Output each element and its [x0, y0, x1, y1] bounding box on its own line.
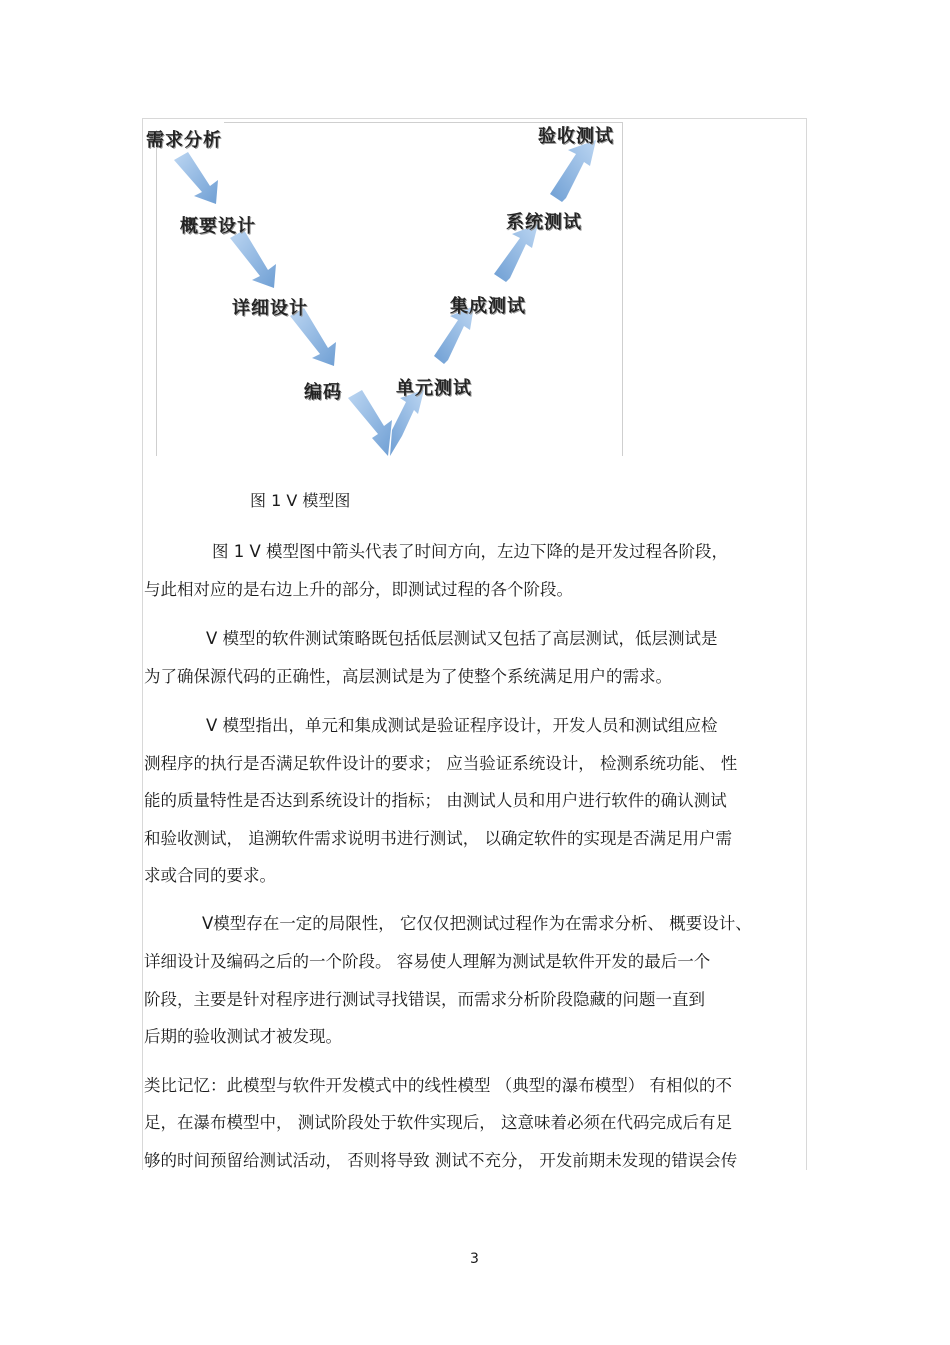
page-frame-left	[142, 118, 143, 1170]
paragraph-3	[144, 712, 806, 892]
arrow-design-to-detailed	[230, 230, 276, 288]
paragraph-line: V 模型的软件测试策略既包括低层测试又包括了高层测试，低层测试是	[206, 629, 718, 648]
paragraph-line: 图 1 V 模型图中箭头代表了时间方向，左边下降的是开发过程各阶段，	[212, 542, 729, 561]
paragraph-line: 与此相对应的是右边上升的部分，即测试过程的各个阶段。	[144, 580, 573, 599]
paragraph-line: 阶段，主要是针对程序进行测试寻找错误，而需求分析阶段隐藏的问题一直到	[144, 990, 705, 1009]
stage-requirements-analysis: 需求分析	[146, 130, 222, 151]
v-model-figure	[144, 120, 624, 458]
paragraph-line: 详细设计及编码之后的一个阶段。 容易使人理解为测试是软件开发的最后一个	[144, 952, 711, 971]
stage-detailed-design: 详细设计	[232, 298, 308, 319]
page-frame-top	[142, 118, 807, 119]
stage-unit-test: 单元测试	[396, 378, 472, 399]
stage-coding: 编码	[304, 382, 342, 403]
paragraph-line: 测程序的执行是否满足软件设计的要求； 应当验证系统设计， 检测系统功能、 性	[144, 754, 738, 773]
paragraph-line: 求或合同的要求。	[144, 866, 276, 885]
arrow-system-to-acceptance	[550, 140, 596, 202]
paragraph-line: V 模型指出，单元和集成测试是验证程序设计，开发人员和测试组应检	[206, 716, 718, 735]
paragraph-line: V模型存在一定的局限性， 它仅仅把测试过程作为在需求分析、 概要设计、	[202, 914, 752, 933]
figure-caption: 图 1 V 模型图	[250, 491, 351, 510]
stage-system-test: 系统测试	[506, 212, 582, 233]
stage-integration-test: 集成测试	[450, 296, 526, 317]
stage-high-level-design: 概要设计	[180, 216, 256, 237]
paragraph-line: 和验收测试， 追溯软件需求说明书进行测试， 以确定软件的实现是否满足用户需	[144, 829, 732, 848]
paragraph-line: 类比记忆：此模型与软件开发模式中的线性模型 （典型的瀑布模型） 有相似的不	[144, 1076, 732, 1095]
paragraph-line: 能的质量特性是否达到系统设计的指标； 由测试人员和用户进行软件的确认测试	[144, 791, 727, 810]
page-number: 3	[470, 1251, 479, 1267]
paragraph-line: 够的时间预留给测试活动， 否则将导致 测试不充分， 开发前期未发现的错误会传	[144, 1151, 738, 1170]
paragraph-1	[144, 538, 806, 608]
arrow-coding-to-bottom	[348, 390, 392, 456]
paragraph-line: 足，在瀑布模型中， 测试阶段处于软件实现后， 这意味着必须在代码完成后有足	[144, 1113, 732, 1132]
paragraph-line: 后期的验收测试才被发现。	[144, 1027, 342, 1046]
paragraph-4	[144, 910, 806, 1050]
stage-acceptance-test: 验收测试	[538, 126, 614, 147]
page-frame-right	[806, 118, 807, 1170]
v-model-arrows	[144, 120, 624, 458]
paragraph-5	[144, 1072, 806, 1172]
paragraph-line: 为了确保源代码的正确性，高层测试是为了使整个系统满足用户的需求。	[144, 667, 672, 686]
paragraph-2	[144, 625, 806, 695]
arrow-requirements-to-design	[174, 152, 218, 204]
